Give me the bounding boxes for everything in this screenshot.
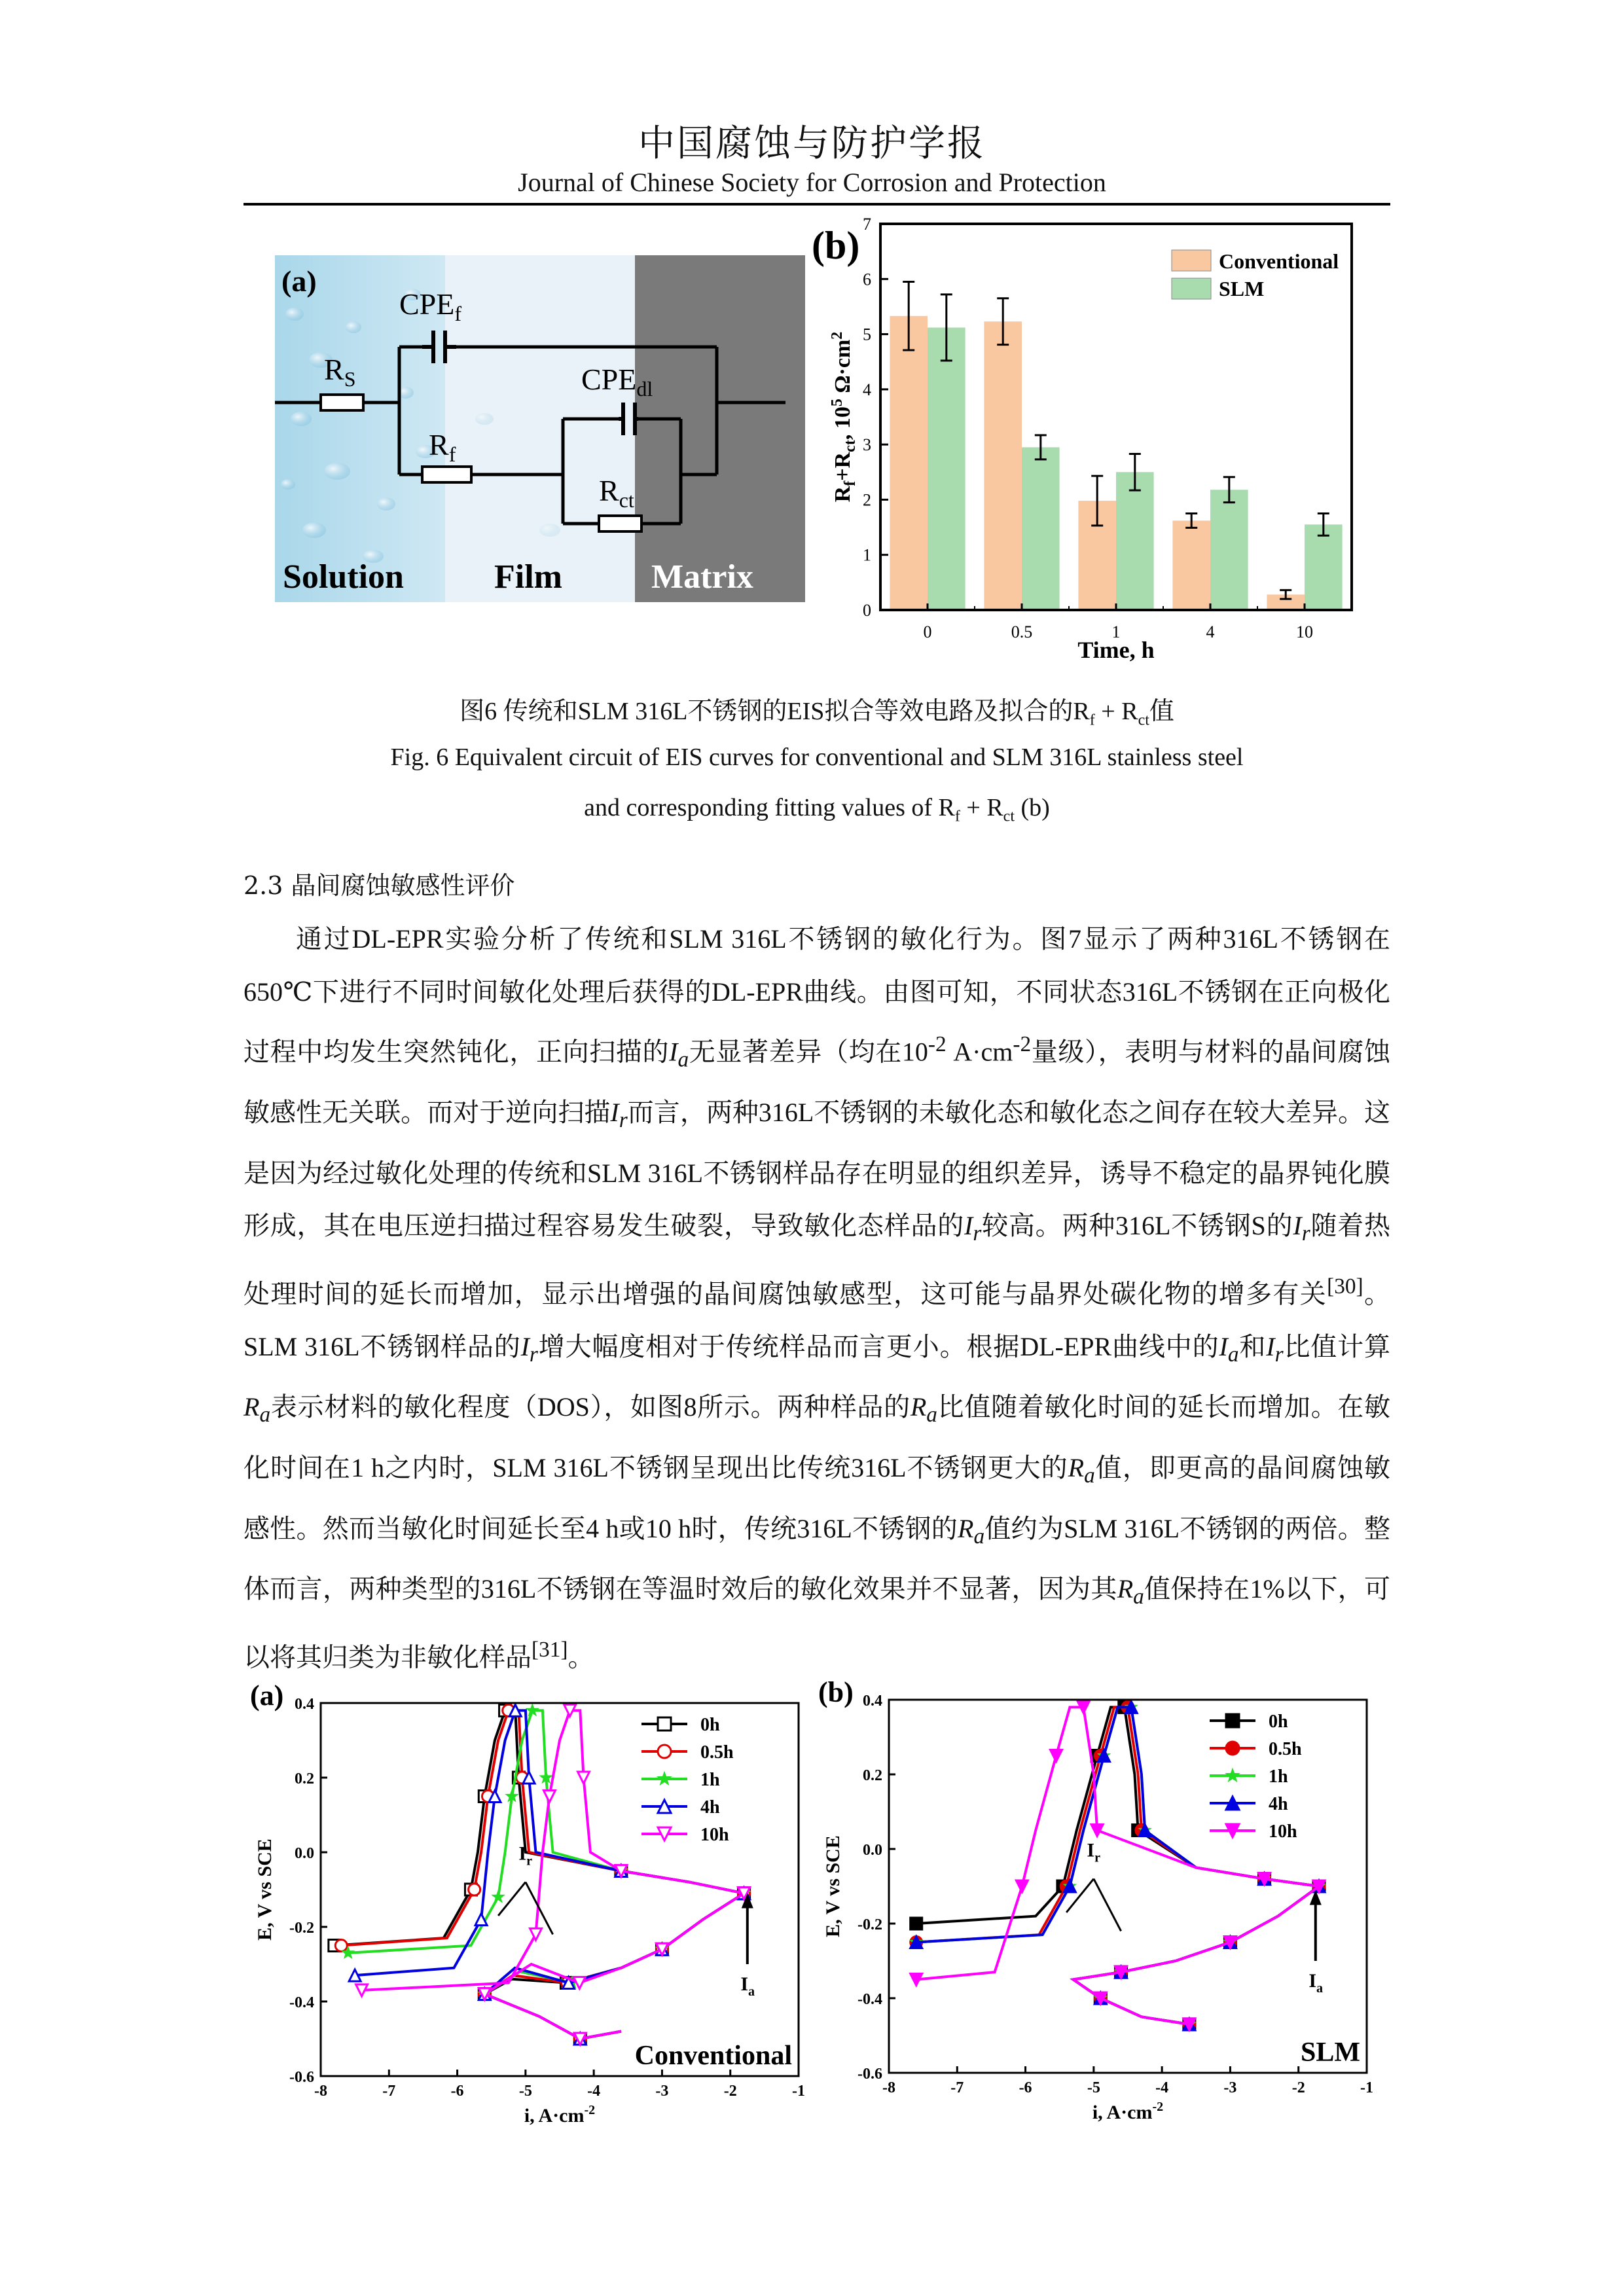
fig7-curve-1h <box>916 1707 1319 1942</box>
film-region <box>445 255 635 602</box>
fig6b-bar-slm <box>1022 447 1060 610</box>
fig7-ytick-label: 0.4 <box>863 1693 882 1710</box>
header-rule <box>244 203 1390 206</box>
fig7-curve-10h <box>1074 1886 1319 2024</box>
journal-title-cn: 中国腐蚀与防护学报 <box>638 122 986 165</box>
fig7-marker-triangle-down <box>578 1772 590 1784</box>
fig7-ytick-label: -0.4 <box>857 1991 882 2008</box>
fig7-curve-10h <box>484 1893 744 2039</box>
fig6b-bar-slm <box>1116 472 1154 610</box>
legend-label-slm: SLM <box>1219 277 1265 300</box>
fig7-marker-star <box>1226 1768 1240 1782</box>
journal-title-en: Journal of Chinese Society for Corrosion and Protection <box>518 168 1106 197</box>
fig7-marker-square <box>911 1918 922 1929</box>
fig7-legend-label: 0h <box>1269 1712 1288 1732</box>
fig7-xtick-label: -4 <box>587 2083 601 2100</box>
fig7-legend-label: 1h <box>700 1770 720 1790</box>
fig7-legend-label: 0.5h <box>700 1742 734 1763</box>
fig7-ir-pointer <box>1094 1879 1121 1931</box>
fig7-plot-area <box>329 1704 750 2045</box>
fig7-marker-circle <box>335 1940 347 1952</box>
fig7-curve-0h <box>916 1707 1319 1924</box>
fig6b-ytick-label: 3 <box>863 435 871 455</box>
fig6b-xtick-label: 1 <box>1111 622 1121 641</box>
fig6b-ytick-label: 6 <box>863 270 871 289</box>
fig6b-ytick-label: 2 <box>863 490 871 510</box>
cpe-f-label: $CPE_f$ <box>399 287 462 325</box>
rs-label: $R_S$ <box>324 353 356 391</box>
fig6a-label: (a) <box>281 264 317 298</box>
fig7-ytick-label: -0.6 <box>289 2069 314 2086</box>
fig7-xtick-label: -7 <box>382 2083 396 2100</box>
fig6b-xtick-label: 0 <box>923 622 932 641</box>
fig7-legend-label: 4h <box>1269 1794 1288 1814</box>
fig6b-bar-conventional <box>984 321 1022 610</box>
fig7-xlabel: i, $A\cdot cm^{-2}$ <box>1092 2100 1164 2123</box>
fig7-marker-square <box>1226 1714 1239 1727</box>
fig7-curve-4h <box>916 1707 1319 1942</box>
fig6b-label: (b) <box>812 224 860 267</box>
fig7-ir-label: $I_r$ <box>518 1842 533 1869</box>
fig6b-bar-slm <box>1210 490 1248 610</box>
fig7-ir-pointer <box>498 1882 526 1916</box>
fig7-marker-triangle-down <box>530 1928 542 1940</box>
fig7-xtick-label: -1 <box>792 2083 805 2100</box>
fig7-xlabel: i, $A\cdot cm^{-2}$ <box>524 2103 596 2126</box>
fig6b-legend <box>1172 249 1339 300</box>
fig7-ytick-label: -0.2 <box>289 1920 314 1937</box>
fig6b-xtick-label: 0.5 <box>1011 622 1033 641</box>
fig7-ytick-label: 0.2 <box>863 1767 882 1784</box>
fig7-ylabel: E, V vs SCE <box>822 1835 844 1937</box>
fig7-ytick-label: -0.2 <box>857 1916 882 1933</box>
fig7-curve-0_5h <box>484 1893 744 2039</box>
fig6b-bar-slm <box>1305 524 1343 610</box>
fig6b-bar-slm <box>928 327 965 610</box>
fig7-xtick-label: -5 <box>518 2083 532 2100</box>
legend-label-conventional: Conventional <box>1219 249 1339 273</box>
fig7-ytick-label: 0.2 <box>295 1770 314 1787</box>
fig6-caption-en-line2: and corresponding fitting values of $R_f + R_{ct}$ (b) <box>584 794 1050 825</box>
fig7-xtick-label: -1 <box>1360 2079 1373 2096</box>
rs-resistor <box>321 395 363 410</box>
fig7-ylabel: E, V vs SCE <box>254 1839 276 1941</box>
fig7-ytick-label: -0.4 <box>289 1994 314 2011</box>
fig7-curve-0h <box>484 1893 744 2039</box>
fig7-ia-label: $I_a$ <box>1308 1969 1324 1996</box>
fig7-marker-triangle-down <box>1051 1750 1062 1762</box>
fig7-xtick-label: -3 <box>1223 2079 1237 2096</box>
fig6b-ytick-label: 4 <box>863 380 871 399</box>
fig6b-ytick-label: 0 <box>863 601 871 620</box>
fig7-marker-square <box>658 1717 671 1731</box>
film-label: Film <box>494 558 562 596</box>
fig6-circuit-panel <box>275 255 805 602</box>
fig7-xtick-label: -8 <box>314 2083 327 2100</box>
fig7-curve-0_5h <box>341 1710 744 1945</box>
fig6b-y-axis <box>863 215 888 620</box>
matrix-label: Matrix <box>651 558 753 596</box>
fig6b-bar-conventional <box>890 316 928 610</box>
fig7-marker-circle <box>658 1745 671 1758</box>
matrix-region <box>635 255 805 602</box>
fig6b-ytick-label: 5 <box>863 325 871 344</box>
fig7-marker-star <box>492 1891 505 1903</box>
legend-swatch-conventional <box>1172 250 1211 271</box>
fig7-xtick-label: -8 <box>882 2079 895 2096</box>
fig7-legend-label: 4h <box>700 1797 720 1818</box>
fig7-marker-circle <box>1226 1742 1239 1755</box>
rf-label: $R_f$ <box>429 428 456 466</box>
rf-resistor <box>422 467 471 482</box>
fig7-xtick-label: -2 <box>723 2083 737 2100</box>
cpe-dl-label: $CPE_{dl}$ <box>581 363 653 401</box>
rct-label: $R_{ct}$ <box>599 474 634 512</box>
fig7-curve-0_5h <box>916 1707 1319 1942</box>
fig6b-xtick-label: 4 <box>1206 622 1215 641</box>
fig7-ytick-label: 0.0 <box>295 1845 314 1862</box>
fig7-curve-1h <box>484 1893 744 2039</box>
fig6b-ytick-label: 1 <box>863 545 871 565</box>
fig7a-chart <box>244 1676 813 2127</box>
fig7-xtick-label: -6 <box>1019 2079 1032 2096</box>
fig7-legend-label: 10h <box>1269 1821 1297 1842</box>
fig7-ir-label: $I_r$ <box>1087 1839 1101 1865</box>
fig7-marker-star <box>658 1772 672 1785</box>
fig7-curve-4h <box>484 1893 744 2039</box>
fig6b-ytick-label: 7 <box>863 215 871 234</box>
fig6b-bar-conventional <box>1172 520 1210 610</box>
fig7-panel-annotation: SLM <box>1300 2037 1360 2068</box>
fig7-xtick-label: -3 <box>655 2083 669 2100</box>
fig7-legend-label: 0.5h <box>1269 1739 1302 1759</box>
fig6b-xlabel: Time, h <box>1077 637 1155 663</box>
fig7-xtick-label: -5 <box>1087 2079 1100 2096</box>
section-heading: 2.3 晶间腐蚀敏感性评价 <box>244 871 515 900</box>
fig7-legend-label: 0h <box>700 1715 720 1735</box>
fig7-plot-area <box>910 1701 1325 2030</box>
legend-swatch-slm <box>1172 278 1211 299</box>
fig7-xtick-label: -6 <box>450 2083 464 2100</box>
fig7-panel-annotation: Conventional <box>634 2041 792 2071</box>
fig7-marker-triangle-down <box>1091 1825 1103 1837</box>
body-paragraph: 通过DL-EPR实验分析了传统和SLM 316L不锈钢的敏化行为。图7显示了两种316L不锈钢在650℃下进行不同时间敏化处理后获得的DL-EPR曲线。由图可知，不同状态316L不锈钢在正向极化过程中均发生突然钝化，正向扫描的$I_a$无显著差异（均在$10^{-2}$ $A\cdot cm^{-2}$量级），表明与材料的晶间腐蚀敏感性无关联。而对于逆向扫描$I_r$而言，两种316L不锈钢的未敏化态和敏化态之间存在较大差异。这是因为经过敏化处理的传统和SLM 316L不锈钢样品存在明显的组织差异，诱导不稳定的晶界钝化膜形成，其在电压逆扫描过程容易发生破裂，导致敏化态样品的$I_r$较高。两种316L不锈钢S的$I_r$随着热处理时间的延长而增加，显示出增强的晶间腐蚀敏感型，这可能与晶界处碳化物的增多有关[30]。SLM 316L不锈钢样品的$I_r$增大幅度相对于传统样品而言更小。根据DL-EPR曲线中的$I_a$和$I_r$比值计算$R_a$表示材料的敏化程度（DOS），如图8所示。两种样品的$R_a$比值随着敏化时间的延长而增加。在敏化时间在1 h之内时，SLM 316L不锈钢呈现出比传统316L不锈钢更大的$R_a$值，即更高的晶间腐蚀敏感性。然而当敏化时间延长至4 h或10 h时，传统316L不锈钢的$R_a$值约为SLM 316L不锈钢的两倍。整体而言，两种类型的316L不锈钢在等温时效后的敏化效果并不显著，因为其$R_a$值保持在1%以下，可以将其归类为非敏化样品[31]。 <box>244 924 1391 1672</box>
fig7-ytick-label: -0.6 <box>857 2066 882 2083</box>
fig6b-xtick-label: 10 <box>1296 622 1313 641</box>
fig6-caption-en-line1: Fig. 6 Equivalent circuit of EIS curves for conventional and SLM 316L stainless steel <box>390 744 1244 771</box>
fig6b-ylabel: $R_f+R_{ct}$, $10^5$ $\Omega\cdot cm^2$ <box>829 331 859 503</box>
fig7-ia-label: $I_a$ <box>740 1973 755 1999</box>
fig6b-plot-area <box>890 282 1342 611</box>
fig6-caption-cn: 图6 传统和SLM 316L不锈钢的EIS拟合等效电路及拟合的$R_f + R_{ct}$值 <box>460 698 1174 729</box>
solution-label: Solution <box>283 558 404 596</box>
fig7-legend-label: 1h <box>1269 1767 1288 1787</box>
fig7b-chart <box>812 1672 1388 2127</box>
fig7-xtick-label: -2 <box>1291 2079 1305 2096</box>
fig7-panel-label: (a) <box>250 1679 284 1712</box>
fig7-ytick-label: 0.0 <box>863 1842 882 1859</box>
fig7-marker-circle <box>469 1884 480 1895</box>
fig7-marker-triangle-down <box>1016 1880 1028 1892</box>
fig7-xtick-label: -4 <box>1155 2079 1169 2096</box>
fig7-marker-triangle-down <box>543 1791 555 1803</box>
fig7-xtick-label: -7 <box>950 2079 964 2096</box>
fig7-panel-label: (b) <box>818 1676 854 1708</box>
rct-resistor <box>599 516 641 531</box>
fig7-legend-label: 10h <box>700 1825 729 1845</box>
fig6-bar-chart <box>805 209 1381 681</box>
fig7-ytick-label: 0.4 <box>295 1696 314 1713</box>
